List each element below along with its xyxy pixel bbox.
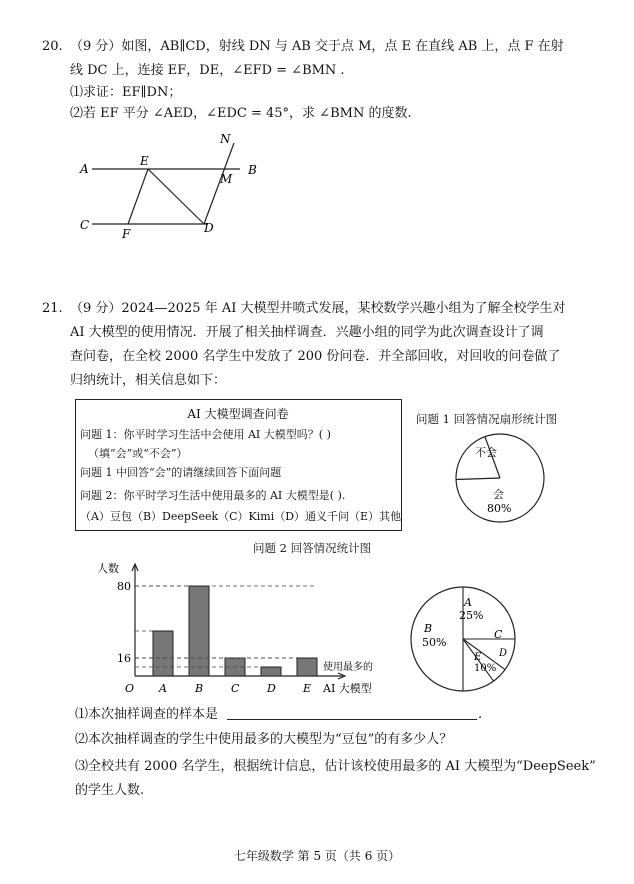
x-tick-B: B (195, 682, 204, 695)
q20-number: 20. (42, 39, 63, 54)
pie2-label-E: E (474, 652, 482, 663)
pie1-slice-edge (456, 478, 500, 480)
geometry-figure (70, 125, 270, 245)
label-A: A (80, 162, 89, 176)
label-D: D (204, 221, 214, 235)
pie2-label-D: D (499, 648, 508, 659)
q21-number: 21. (42, 301, 63, 316)
pie2-value-E: 10% (474, 663, 497, 674)
pie2-label-C: C (494, 628, 503, 641)
bar-B (189, 586, 209, 676)
pie2-label-A: A (464, 596, 472, 609)
q21-sub1: ⑴本次抽样调查的样本是 (75, 707, 219, 722)
bar-E (297, 658, 317, 676)
survey-q1-hint: （填“会”或“不会”） (88, 447, 188, 460)
x-tick-D: D (267, 682, 276, 695)
pie2-label-B: B (424, 622, 433, 635)
q21-sub3b: 的学生人数. (75, 783, 145, 798)
label-C: C (80, 218, 90, 232)
page-footer: 七年级数学 第 5 页（共 6 页） (233, 849, 401, 863)
q20-sub2: ⑵若 EF 平分 ∠AED，∠EDC = 45°，求 ∠BMN 的度数. (70, 106, 412, 121)
q21-line4: 归纳统计，相关信息如下： (70, 373, 227, 388)
y-tick-label: 16 (117, 652, 131, 665)
pie2-value-A: 25% (459, 609, 484, 622)
survey-box (75, 399, 402, 531)
label-N: N (220, 132, 231, 146)
q20-line2: 线 DC 上，连接 EF，DE，∠EFD = ∠BMN . (70, 63, 345, 78)
pie1-value-yes: 80% (487, 502, 512, 515)
x-tick-A: A (159, 682, 167, 695)
q21-line2: AI 大模型的使用情况．开展了相关抽样调查．兴趣小组的同学为此次调查设计了调 (70, 325, 544, 340)
survey-note: 问题 1 中回答“会”的请继续回答下面问题 (80, 466, 282, 479)
bar-title: 问题 2 回答情况统计图 (253, 541, 372, 555)
label-E: E (140, 154, 149, 168)
axis-note: 使用最多的 (323, 662, 373, 673)
pie2-chart (402, 578, 524, 700)
survey-options: （A）豆包（B）DeepSeek（C）Kimi（D）通义千问（E）其他 (80, 510, 402, 523)
y-axis-label: 人数 (97, 562, 119, 575)
answer-blank[interactable] (227, 719, 477, 720)
label-M: M (220, 172, 233, 186)
y-tick-label: 80 (117, 580, 131, 593)
pie2-value-B: 50% (422, 636, 447, 649)
label-B: B (248, 163, 257, 177)
pie1-chart (440, 428, 560, 528)
q21-sub1-end: . (478, 707, 483, 722)
origin-label: O (125, 682, 135, 695)
q21-sub2: ⑵本次抽样调查的学生中使用最多的大模型为“豆包”的有多少人？ (75, 732, 453, 747)
pie1-title: 问题 1 回答情况扇形统计图 (416, 412, 558, 426)
pie1-label-yes: 会 (493, 488, 504, 501)
survey-title: AI 大模型调查问卷 (187, 407, 289, 421)
pie1-label-no: 不会 (475, 446, 497, 459)
bar-D (261, 667, 281, 676)
label-F: F (122, 227, 131, 241)
bar-A (153, 631, 173, 676)
q20-sub1: ⑴求证：EF∥DN； (70, 85, 182, 100)
q20-line1: （9 分）如图，AB∥CD，射线 DN 与 AB 交于点 M，点 E 在直线 AB 上，点 F 在射 (70, 39, 564, 54)
survey-q2: 问题 2：你平时学习生活中使用最多的 AI 大模型是( ). (80, 489, 346, 502)
q21-line3: 查问卷，在全校 2000 名学生中发放了 200 份问卷．并全部回收，对回收的问卷做了 (70, 349, 561, 364)
q21-sub3: ⑶全校共有 2000 名学生，根据统计信息，估计该校使用最多的 AI 大模型为“DeepSeek” (75, 759, 596, 774)
survey-q1: 问题 1：你平时学习生活中会使用 AI 大模型吗？( ) (80, 428, 331, 441)
x-axis-label: AI 大模型 (323, 682, 372, 695)
bar-chart (95, 558, 395, 703)
x-tick-E: E (303, 682, 312, 695)
q21-line1: （9 分）2024—2025 年 AI 大模型井喷式发展，某校数学兴趣小组为了解全校学生对 (70, 301, 566, 316)
x-tick-C: C (231, 682, 240, 695)
